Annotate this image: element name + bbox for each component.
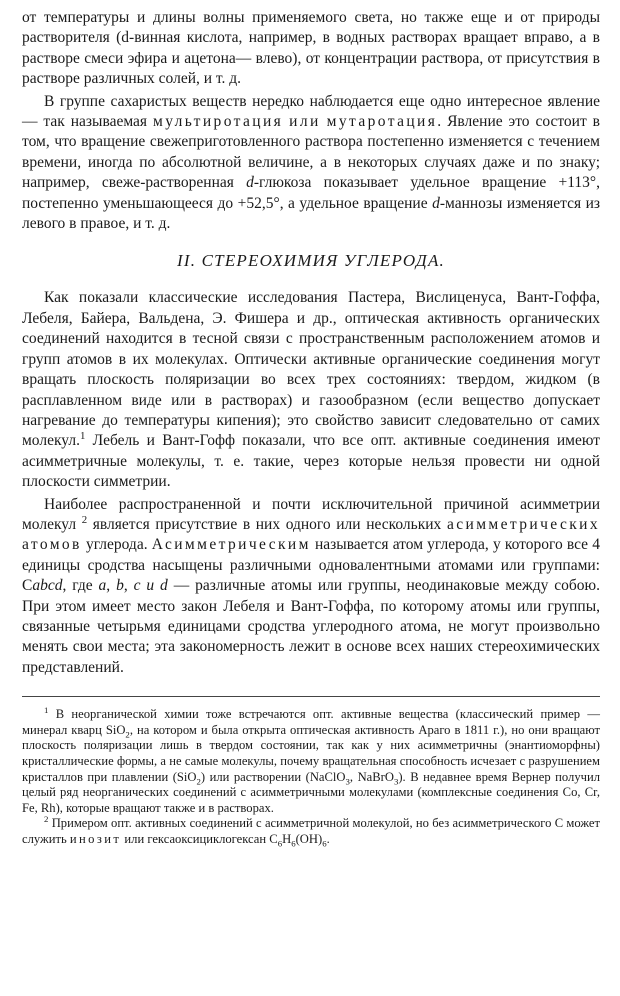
- term-multirotation: мультиротация: [152, 113, 284, 131]
- subscript: 6: [322, 838, 327, 849]
- footnote-1: [22, 707, 600, 816]
- text-run: ) или растворении (NaClO: [200, 769, 346, 784]
- italic-d: d: [432, 194, 440, 212]
- text-run: В группе сахаристых веществ нередко наблюдается еще одно интересное явление — так называемая: [22, 92, 600, 131]
- term-inositol: инозит: [69, 831, 122, 846]
- text-run: , на котором и была открыта оптическая активность Араго в 1811 г.), но они вращают плоскость поляризации лишь в твердом состоянии, так как у них асимметричны (энантиоморфны) кристаллические формы, а не самые молекулы, почему вращательная способность исчезает с разрушением кристаллов при плавлении (SiO: [22, 722, 600, 784]
- text-run: Как показали классические исследования Пастера, Вислиценуса, Вант-Гоффа, Лебеля, Байера, Вальдена, Э. Фишера и др., оптическая активность органических соединений находится в тесной связи с пространственным расположением атомов и групп атомов в их молекулах. Оптически активные органические соединения могут вращать плоскость поляризации во всех трех состояниях: твердом, жидком (в расплавленном виде или в растворах) и газообразном (если вещество допускает нагревание до температуры кипения); это свойство зависит следовательно от самих молекул.: [22, 289, 600, 450]
- footnotes: [22, 707, 600, 847]
- text-run: или: [289, 113, 321, 131]
- text-run: В неорганической химии тоже встречаются опт. активные вещества (классический пример — минерал кварц SiO: [22, 707, 600, 737]
- italic-d: d: [246, 174, 254, 192]
- term-asymmetric: Асимметрическим: [151, 536, 311, 554]
- text-run: , где: [62, 577, 93, 595]
- italic-d: d: [160, 577, 168, 595]
- text-run: ). В недавнее время Вернер получил целый ряд неорганических соединений с асимметричными молекулами (комплексные соединения Co, Cr, Fe, Rh), которые вращают также и в растворах.: [22, 769, 600, 815]
- text-run: Примером опт. активных соединений с асимметричной молекулой, но без асимметрического C может служить: [22, 816, 600, 846]
- term-mutarotation: мутаротация: [326, 113, 438, 131]
- text-run: углерода.: [81, 536, 148, 554]
- term-asymmetric-atoms: асимметрических атомов: [22, 515, 601, 554]
- text-run: . Явление это состоит в том, что вращение свежеприготовленного раствора постепенно изменяется с течением времени, иногда по абсолютной величине, а в некоторых случаях даже и по знаку; например, свеже-растворенная: [22, 113, 601, 192]
- footnote-ref-1: 1: [79, 430, 86, 443]
- footnote-divider: [22, 696, 600, 697]
- formula-abcd: abcd: [32, 577, 63, 595]
- paragraph-mutarotation: [22, 92, 600, 235]
- text-run: является присутствие в них одного или нескольких: [87, 515, 442, 533]
- subscript: 6: [277, 838, 283, 849]
- text-run: Лебель и Вант-Гофф показали, что все опт. активные соединения имеют асимметричные молекулы, т. е. такие, через которые нельзя провести ни одной плоскости симметрии.: [22, 432, 600, 491]
- text-run: — различные атомы или группы, неодинаковые между собою. При этом имеет место закон Лебеля и Вант-Гоффа, по которому атомы или группы, связанные четырьмя единицами сродства углеродного атома, не могут произвольно менять свои места; эта закономерность лежит в основе всех наших стереохимических представлений.: [22, 577, 600, 676]
- subscript: 6: [291, 838, 296, 849]
- paragraph-intro-tail: от температуры и длины волны применяемого света, но также еще и от природы растворителя (d-винная кислота, например, в водных растворах вращает вправо, а в растворе смеси эфира и ацетона— влево), от концентрации раствора, от присутствия в растворе различных солей, и т. д.: [22, 9, 600, 88]
- paragraph-stereochemistry-2: Наиболее распространенной и почти исключительной причиной асимметрии молекул $^2$ является присутствие в них одного или нескольких асимметрических атомов углерода. Асимметрическим называется атом углерода, у которого все 4 единицы сродства насыщены различными одновалентными атомами или группами: Cabcd, где a, b, c и d — различные атомы или группы, неодинаковые между собою. При этом имеет место закон Лебеля и Вант-Гоффа, по которому атомы или группы, связанные четырьмя единицами сродства углеродного атома, не могут произвольно менять свои места; эта закономерность лежит в основе всех наших стереохимических представлений.: [22, 495, 601, 676]
- text-run: или гексаоксициклогексан C: [121, 831, 278, 846]
- footnote-ref-2: 2: [81, 513, 88, 526]
- text-run: .: [326, 831, 330, 846]
- subscript: 2: [196, 776, 201, 787]
- subscript: 2: [125, 729, 130, 740]
- footnote-mark-2: 2: [44, 814, 49, 825]
- italic-c: c: [133, 577, 141, 595]
- italic-a: a: [98, 577, 107, 595]
- text-run: -глюкоза показывает удельное вращение +113°, постепенно уменьшающееся до +52,5°, а удельное вращение: [22, 174, 600, 212]
- paragraph-stereochemistry-1: [22, 288, 600, 492]
- section-heading: II. СТЕРЕОХИМИЯ УГЛЕРОДА.: [177, 251, 445, 271]
- text-run: Наиболее распространенной и почти исключительной причиной асимметрии молекул: [22, 495, 600, 533]
- text-run: , NaBrO: [349, 769, 394, 784]
- italic-b: b: [116, 577, 124, 595]
- text-run: (OH): [295, 831, 323, 846]
- footnote-2: [22, 816, 600, 847]
- italic-and: и: [146, 577, 155, 595]
- subscript: 3: [345, 776, 350, 787]
- footnote-mark-1: 1: [44, 705, 49, 715]
- text-run: -маннозы изменяется из левого в правое, и т. д.: [22, 194, 600, 233]
- text-run: H: [282, 831, 292, 846]
- main-text: [22, 8, 600, 678]
- text-run: называется атом углерода, у которого все 4 единицы сродства насыщены различными одновалентными атомами или группами: C: [22, 536, 600, 595]
- subscript: 3: [393, 776, 399, 787]
